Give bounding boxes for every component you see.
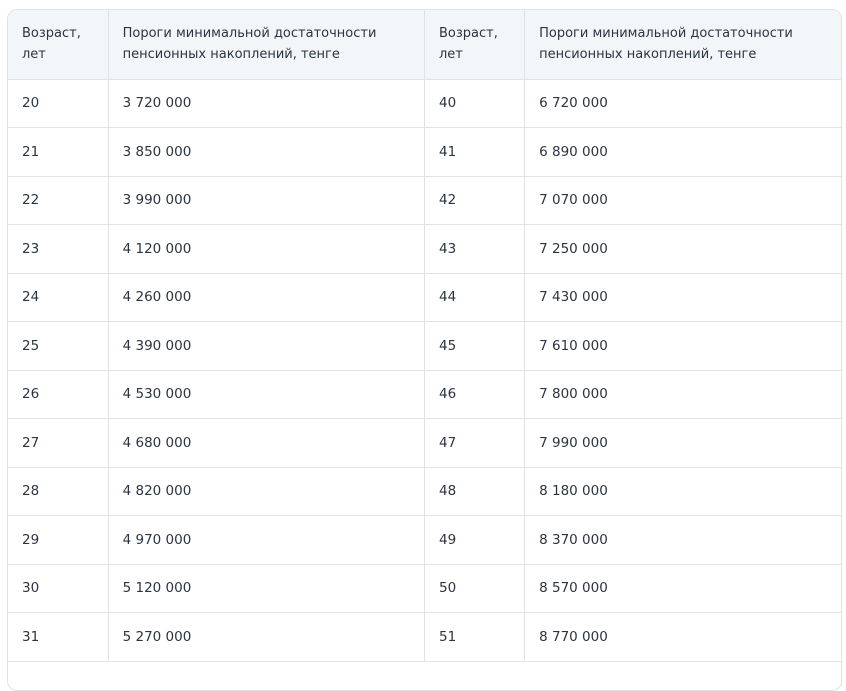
threshold-right-cell: 8 770 000 (525, 613, 841, 662)
table-row (8, 613, 841, 662)
table-row (8, 128, 841, 177)
threshold-left-cell: 4 820 000 (108, 467, 424, 516)
threshold-right-cell: 7 610 000 (525, 322, 841, 371)
table-row (8, 564, 841, 613)
threshold-right-cell: 8 370 000 (525, 516, 841, 565)
threshold-right-cell: 7 250 000 (525, 225, 841, 274)
threshold-left-cell: 3 990 000 (108, 176, 424, 225)
age-left-cell: 30 (8, 564, 108, 613)
threshold-left-cell: 4 680 000 (108, 419, 424, 468)
threshold-right-cell: 8 570 000 (525, 564, 841, 613)
header-threshold-left: Пороги минимальной достаточности пенсионных накоплений, тенге (108, 10, 424, 79)
age-left-cell: 21 (8, 128, 108, 177)
threshold-left-cell: 4 530 000 (108, 370, 424, 419)
age-right-cell: 50 (424, 564, 524, 613)
header-age-left: Возраст, лет (8, 10, 108, 79)
table-row (8, 516, 841, 565)
threshold-left-cell: 5 270 000 (108, 613, 424, 662)
age-right-cell: 42 (424, 176, 524, 225)
pension-threshold-table (8, 10, 841, 662)
pension-threshold-table-container (7, 9, 842, 691)
age-left-cell: 29 (8, 516, 108, 565)
age-left-cell: 28 (8, 467, 108, 516)
threshold-left-cell: 5 120 000 (108, 564, 424, 613)
age-left-cell: 25 (8, 322, 108, 371)
threshold-right-cell: 7 070 000 (525, 176, 841, 225)
table-row (8, 225, 841, 274)
threshold-right-cell: 7 990 000 (525, 419, 841, 468)
threshold-left-cell: 3 850 000 (108, 128, 424, 177)
age-right-cell: 44 (424, 273, 524, 322)
threshold-left-cell: 4 970 000 (108, 516, 424, 565)
table-row (8, 79, 841, 128)
table-header-row (8, 10, 841, 79)
threshold-left-cell: 4 390 000 (108, 322, 424, 371)
threshold-left-cell: 4 260 000 (108, 273, 424, 322)
threshold-right-cell: 7 430 000 (525, 273, 841, 322)
age-right-cell: 43 (424, 225, 524, 274)
threshold-right-cell: 6 720 000 (525, 79, 841, 128)
header-threshold-right: Пороги минимальной достаточности пенсионных накоплений, тенге (525, 10, 841, 79)
age-left-cell: 20 (8, 79, 108, 128)
table-row (8, 176, 841, 225)
age-left-cell: 22 (8, 176, 108, 225)
table-row (8, 322, 841, 371)
age-left-cell: 23 (8, 225, 108, 274)
age-left-cell: 31 (8, 613, 108, 662)
age-left-cell: 26 (8, 370, 108, 419)
threshold-left-cell: 4 120 000 (108, 225, 424, 274)
table-row (8, 467, 841, 516)
threshold-right-cell: 8 180 000 (525, 467, 841, 516)
age-right-cell: 40 (424, 79, 524, 128)
age-right-cell: 47 (424, 419, 524, 468)
threshold-right-cell: 7 800 000 (525, 370, 841, 419)
age-right-cell: 41 (424, 128, 524, 177)
age-left-cell: 24 (8, 273, 108, 322)
age-right-cell: 45 (424, 322, 524, 371)
age-right-cell: 49 (424, 516, 524, 565)
age-right-cell: 48 (424, 467, 524, 516)
age-right-cell: 51 (424, 613, 524, 662)
age-left-cell: 27 (8, 419, 108, 468)
table-row (8, 419, 841, 468)
table-row (8, 273, 841, 322)
threshold-left-cell: 3 720 000 (108, 79, 424, 128)
threshold-right-cell: 6 890 000 (525, 128, 841, 177)
age-right-cell: 46 (424, 370, 524, 419)
table-row (8, 370, 841, 419)
header-age-right: Возраст, лет (424, 10, 524, 79)
